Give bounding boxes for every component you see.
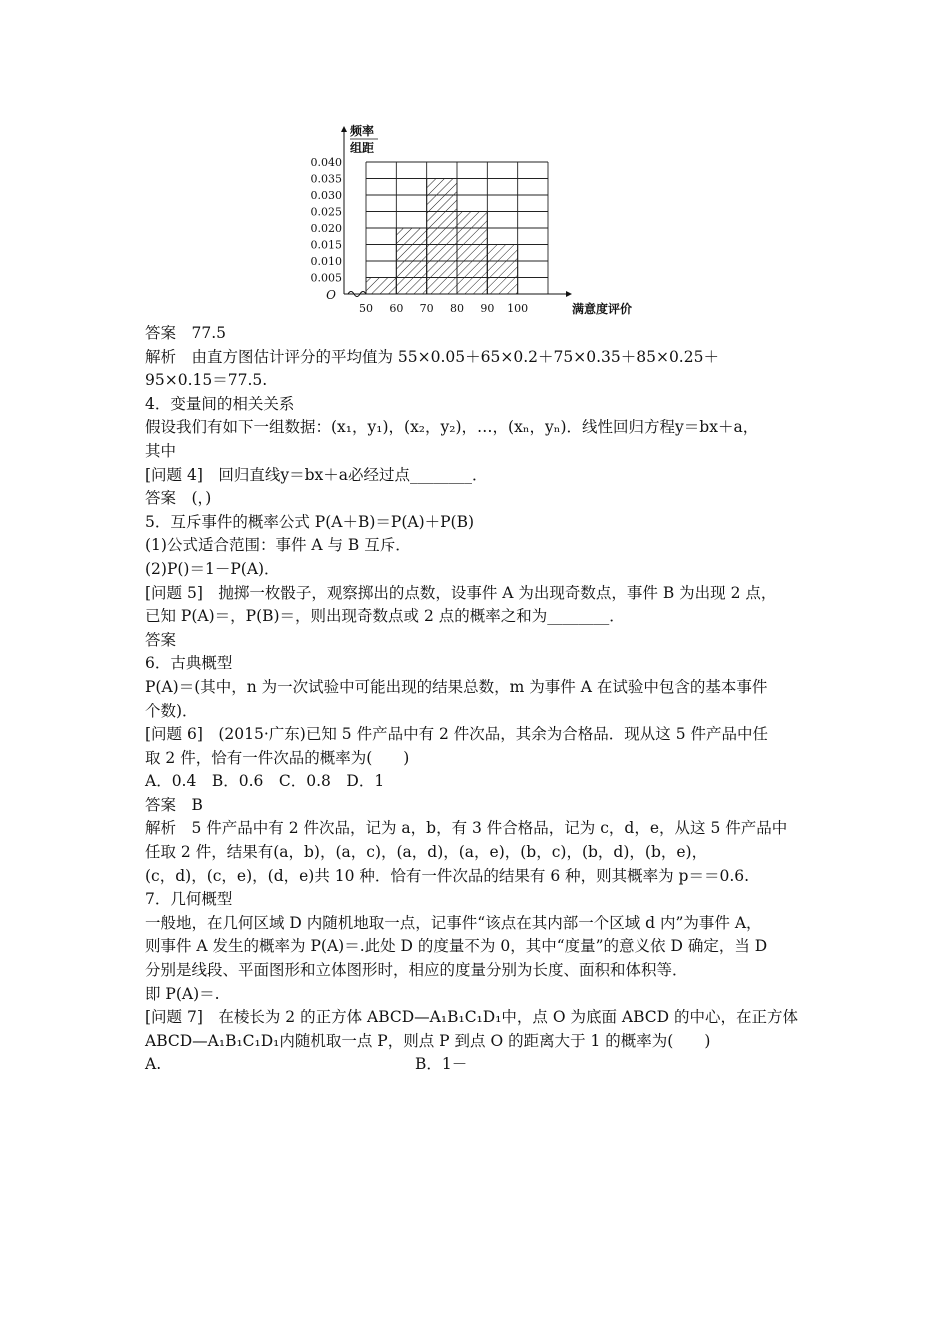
section-7-text2: 则事件 A 发生的概率为 P(A)＝.此处 D 的度量不为 0，其中“度量”的意义依 D 确定，当 D [145,937,768,956]
section-4-heading: 4．变量间的相关关系 [145,394,295,413]
answer-3: 答案 77.5 [145,324,227,342]
question-6-line2: 取 2 件，恰有一件次品的概率为( ) [145,748,410,767]
choice-b: B．1－ [415,1055,468,1074]
analysis-6-line2: 任取 2 件，结果有(a，b)，(a，c)，(a，d)，(a，e)，(b，c)，(b，d)，(b，e)， [145,843,708,862]
chart-bars [366,179,518,295]
section-6-text1: P(A)＝(其中，n 为一次试验中可能出现的结果总数，m 为事件 A 在试验中包含的基本事件 [145,677,768,696]
question-4: [问题 4] 回归直线y＝bx＋a必经过点________． [145,465,488,484]
question-7-line1: [问题 7] 在棱长为 2 的正方体 ABCD—A₁B₁C₁D₁中，点 O 为底面 ABCD 的中心，在正方体 [145,1008,798,1027]
frequency-histogram [310,118,658,318]
x-axis-arrow [566,291,572,297]
y-tick-label: 0.005 [310,271,342,285]
section-4-text2: 其中 [145,441,177,460]
y-tick-label: 0.020 [310,222,342,235]
section-6-heading: 6．古典概型 [145,654,233,673]
question-7-line2: ABCD—A₁B₁C₁D₁内随机取一点 P，则点 P 到点 O 的距离大于 1 的概率为( ) [145,1031,711,1050]
answer-6: 答案 B [145,795,203,814]
analysis-3-line1: 解析 由直方图估计评分的平均值为 55×0.05＋65×0.2＋75×0.35＋85×0.25＋ [145,347,719,366]
section-5-heading: 5．互斥事件的概率公式 P(A＋B)＝P(A)＋P(B) [145,512,475,531]
answer-5: 答案 [145,630,177,649]
x-tick-label: 50 [359,302,373,315]
analysis-6-line1: 解析 5 件产品中有 2 件次品，记为 a，b，有 3 件合格品，记为 c，d，e，从这 5 件产品中 [145,819,788,838]
y-tick-label: 0.040 [310,156,342,169]
question-7-choices [145,1053,815,1077]
x-tick-label: 100 [507,302,529,315]
analysis-3-line2: 95×0.15＝77.5. [145,371,268,390]
section-5-item2: (2)P()＝1－P(A)． [145,559,280,578]
section-7-heading: 7．几何概型 [145,890,233,909]
histogram-bar [366,278,396,295]
histogram-bar [427,179,457,295]
x-tick-label: 60 [389,302,404,315]
y-tick-label: 0.015 [310,238,342,252]
section-7-text4: 即 P(A)＝. [145,984,220,1003]
y-tick-label: 0.030 [310,189,342,202]
answer-4: 答案 (，) [145,489,212,508]
y-label-top: 频率 [350,124,375,138]
origin-label: O [326,288,336,302]
page-body [145,322,815,1077]
x-tick-label: 70 [419,302,434,315]
histogram-bar [396,228,426,294]
x-tick-label: 90 [480,302,495,315]
y-tick-label: 0.025 [310,205,342,219]
y-tick-label: 0.035 [310,172,342,186]
y-label-bottom: 组距 [350,141,375,155]
question-5-line1: [问题 5] 抛掷一枚骰子，观察掷出的点数，设事件 A 为出现奇数点，事件 B 为出现 2 点， [145,583,777,602]
question-5-line2: 已知 P(A)＝，P(B)＝，则出现奇数点或 2 点的概率之和为________． [145,607,625,626]
question-6-line1: [问题 6] (2015·广东)已知 5 件产品中有 2 件次品，其余为合格品．现从这 5 件产品中任 [145,725,768,744]
histogram-bar [457,212,487,295]
section-4-text: 假设我们有如下一组数据：(x₁，y₁)，(x₂，y₂)，…，(xₙ，yₙ)．线性回归方程y＝bx＋a， [145,418,759,437]
section-6-text2: 个数)． [145,701,198,720]
section-5-item1: (1)公式适合范围：事件 A 与 B 互斥． [145,536,411,555]
x-tick-label: 80 [450,302,464,315]
choice-a: A. [145,1055,162,1074]
x-axis-label: 满意度评价 [572,302,633,316]
section-7-text3: 分别是线段、平面图形和立体图形时，相应的度量分别为长度、面积和体积等． [145,961,688,980]
analysis-6-line3: (c，d)，(c，e)，(d，e)共 10 种．恰有一件次品的结果有 6 种，则其概率为 p＝＝0.6. [145,866,750,885]
y-axis-arrow [341,126,347,132]
question-6-choices: A．0.4 B．0.6 C．0.8 D．1 [145,772,385,791]
y-tick-label: 0.010 [310,255,342,268]
histogram-bar [487,245,517,295]
section-7-text1: 一般地，在几何区域 D 内随机地取一点，记事件“该点在其内部一个区域 d 内”为事件 A， [145,913,762,932]
